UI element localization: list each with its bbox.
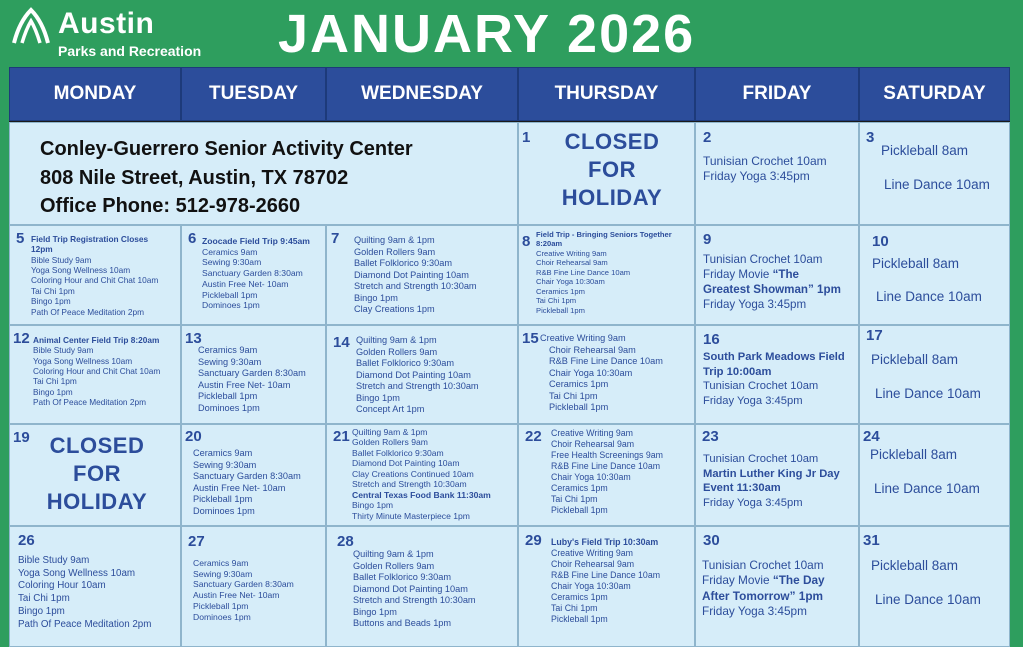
day-number: 24 — [863, 428, 880, 445]
day-number: 9 — [703, 231, 712, 248]
day-cell-16 — [695, 325, 859, 424]
event-list: Quilting 9am & 1pm Golden Rollers 9am Ballet Folklorico 9:30am Diamond Dot Painting 10am Stretch and Strength 10:30am Bingo 1pm Concept Art 1pm — [356, 335, 479, 414]
day-cell-5 — [9, 225, 181, 325]
center-phone: Office Phone: 512-978-2660 — [40, 195, 301, 217]
weekday-thursday: THURSDAY — [518, 67, 695, 121]
closed-for-holiday: CLOSED FOR HOLIDAY — [46, 433, 148, 514]
day-number: 8 — [522, 233, 531, 250]
event-list: South Park Meadows Field Trip 10:00am Tunisian Crochet 10am Friday Yoga 3:45pm — [703, 351, 845, 407]
day-number: 5 — [16, 230, 25, 247]
day-cell-6 — [181, 225, 326, 325]
event-list: Tunisian Crochet 10am Friday Yoga 3:45pm — [703, 154, 827, 183]
day-number: 15 — [522, 330, 539, 347]
day-number: 12 — [13, 330, 30, 347]
event-list: Bible Study 9am Yoga Song Wellness 10am Coloring Hour 10am Tai Chi 1pm Bingo 1pm Path Of Peace Meditation 2pm — [18, 555, 152, 630]
day-cell-23 — [695, 424, 859, 526]
day-number: 30 — [703, 532, 720, 549]
day-number: 6 — [188, 230, 197, 247]
day-number: 27 — [188, 533, 205, 550]
calendar-grid — [9, 67, 1010, 647]
day-number: 26 — [18, 532, 35, 549]
event-list: Quilting 9am & 1pm Golden Rollers 9am Ballet Folklorico 9:30am Diamond Dot Painting 10am Stretch and Strength 10:30am Bingo 1pm Buttons and Beads 1pm — [353, 549, 476, 628]
event-list: Pickleball 8am Line Dance 10am — [871, 352, 981, 401]
day-cell-29 — [518, 526, 695, 647]
closed-for-holiday: CLOSED FOR HOLIDAY — [561, 129, 663, 210]
day-cell-14 — [326, 325, 518, 424]
day-cell-22 — [518, 424, 695, 526]
event-list: Pickleball 8am Line Dance 10am — [871, 558, 981, 607]
day-number: 29 — [525, 532, 542, 549]
day-cell-27 — [181, 526, 326, 647]
day-cell-8 — [518, 225, 695, 325]
day-number: 10 — [872, 233, 889, 250]
event-list: Tunisian Crochet 10am Martin Luther King Jr Day Event 11:30am Friday Yoga 3:45pm — [703, 453, 840, 509]
day-number: 19 — [13, 429, 30, 446]
day-cell-10 — [859, 225, 1010, 325]
day-number: 13 — [185, 330, 202, 347]
day-number: 2 — [703, 129, 712, 146]
day-cell-9 — [695, 225, 859, 325]
day-cell-26 — [9, 526, 181, 647]
day-cell-1 — [518, 122, 695, 225]
event-list: Pickleball 8am Line Dance 10am — [870, 447, 980, 496]
day-number: 28 — [337, 533, 354, 550]
day-cell-24 — [859, 424, 1010, 526]
leaf-logo-icon — [10, 7, 52, 47]
day-number: 23 — [702, 428, 719, 445]
event-list: Field Trip - Bringing Seniors Together 8:20am Creative Writing 9am Choir Rehearsal 9am R&B Fine Line Dance 10am Chair Yoga 10:30am Ceramics 1pm Tai Chi 1pm Pickleball 1pm — [536, 230, 672, 315]
day-cell-31 — [859, 526, 1010, 647]
day-number: 7 — [331, 230, 340, 247]
event-list: Tunisian Crochet 10am Friday Movie “The Greatest Showman” 1pm Friday Yoga 3:45pm — [703, 253, 841, 312]
event-list: Creative Writing 9am Choir Rehearsal 9am Free Health Screenings 9am R&B Fine Line Dance 10am Chair Yoga 10:30am Ceramics 1pm Tai Chi 1pm Pickleball 1pm — [551, 428, 663, 515]
day-number: 21 — [333, 428, 350, 445]
day-cell-21 — [326, 424, 518, 526]
event-list: Quilting 9am & 1pm Golden Rollers 9am Ballet Folklorico 9:30am Diamond Dot Painting 10am Stretch and Strength 10:30am Bingo 1pm Clay Creations 1pm — [354, 235, 477, 314]
day-cell-3 — [859, 122, 1010, 225]
event-list: Creative Writing 9am Choir Rehearsal 9am R&B Fine Line Dance 10am Chair Yoga 10:30am Ceramics 1pm Tai Chi 1pm Pickleball 1pm — [540, 333, 663, 412]
day-number: 14 — [333, 334, 350, 351]
logo-name: Austin — [58, 7, 155, 40]
day-cell-7 — [326, 225, 518, 325]
center-info — [40, 135, 413, 221]
day-number: 17 — [866, 327, 883, 344]
day-number: 1 — [522, 129, 531, 146]
day-cell-2 — [695, 122, 859, 225]
weekday-friday: FRIDAY — [695, 67, 859, 121]
day-cell-28 — [326, 526, 518, 647]
day-cell-30 — [695, 526, 859, 647]
event-list: Quilting 9am & 1pm Golden Rollers 9am Ballet Folklorico 9:30am Diamond Dot Painting 10am Clay Creations Continued 10am Stretch and Strength 10:30am Central Texas Food Bank 11:30am Bingo 1pm Thirty Minute Masterpiece 1pm — [352, 427, 491, 521]
center-info-cell — [9, 122, 518, 225]
event-list: Ceramics 9am Sewing 9:30am Sanctuary Garden 8:30am Austin Free Net- 10am Pickleball 1pm Dominoes 1pm — [193, 448, 301, 516]
weekday-tuesday: TUESDAY — [181, 67, 326, 121]
center-name: Conley-Guerrero Senior Activity Center — [40, 138, 413, 160]
austin-parks-logo — [10, 5, 220, 61]
weekday-wednesday: WEDNESDAY — [326, 67, 518, 121]
event-list: Pickleball 8am Line Dance 10am — [881, 143, 990, 192]
event-list: Tunisian Crochet 10am Friday Movie “The Day After Tomorrow” 1pm Friday Yoga 3:45pm — [702, 558, 825, 618]
month-title: JANUARY 2026 — [278, 4, 696, 64]
day-cell-17 — [859, 325, 1010, 424]
day-number: 20 — [185, 428, 202, 445]
event-list: Zoocade Field Trip 9:45am Ceramics 9am Sewing 9:30am Sanctuary Garden 8:30am Austin Free Net- 10am Pickleball 1pm Dominoes 1pm — [202, 236, 310, 311]
day-cell-15 — [518, 325, 695, 424]
center-address: 808 Nile Street, Austin, TX 78702 — [40, 166, 349, 189]
page-header — [0, 0, 1023, 64]
event-list: Luby's Field Trip 10:30am Creative Writing 9am Choir Rehearsal 9am R&B Fine Line Dance 10am Chair Yoga 10:30am Ceramics 1pm Tai Chi 1pm Pickleball 1pm — [551, 537, 661, 624]
day-cell-19 — [9, 424, 181, 526]
event-list: Pickleball 8am Line Dance 10am — [872, 256, 982, 304]
day-number: 31 — [863, 532, 880, 549]
day-cell-20 — [181, 424, 326, 526]
logo-subtitle: Parks and Recreation — [58, 43, 202, 59]
event-list: Ceramics 9am Sewing 9:30am Sanctuary Garden 8:30am Austin Free Net- 10am Pickleball 1pm Dominoes 1pm — [198, 345, 306, 413]
day-number: 16 — [703, 331, 720, 348]
day-cell-12 — [9, 325, 181, 424]
event-list: Animal Center Field Trip 8:20am Bible Study 9am Yoga Song Wellness 10am Coloring Hour and Chit Chat 10am Tai Chi 1pm Bingo 1pm Path Of Peace Meditation 2pm — [33, 335, 161, 408]
event-list: Ceramics 9am Sewing 9:30am Sanctuary Garden 8:30am Austin Free Net- 10am Pickleball 1pm Dominoes 1pm — [193, 558, 294, 622]
event-list: Field Trip Registration Closes 12pm Bible Study 9am Yoga Song Wellness 10am Coloring Hour and Chit Chat 10am Tai Chi 1pm Bingo 1pm Path Of Peace Meditation 2pm — [31, 234, 159, 317]
day-cell-13 — [181, 325, 326, 424]
weekday-saturday: SATURDAY — [859, 67, 1010, 121]
day-number: 22 — [525, 428, 542, 445]
day-number: 3 — [866, 129, 875, 146]
weekday-monday: MONDAY — [9, 67, 181, 121]
